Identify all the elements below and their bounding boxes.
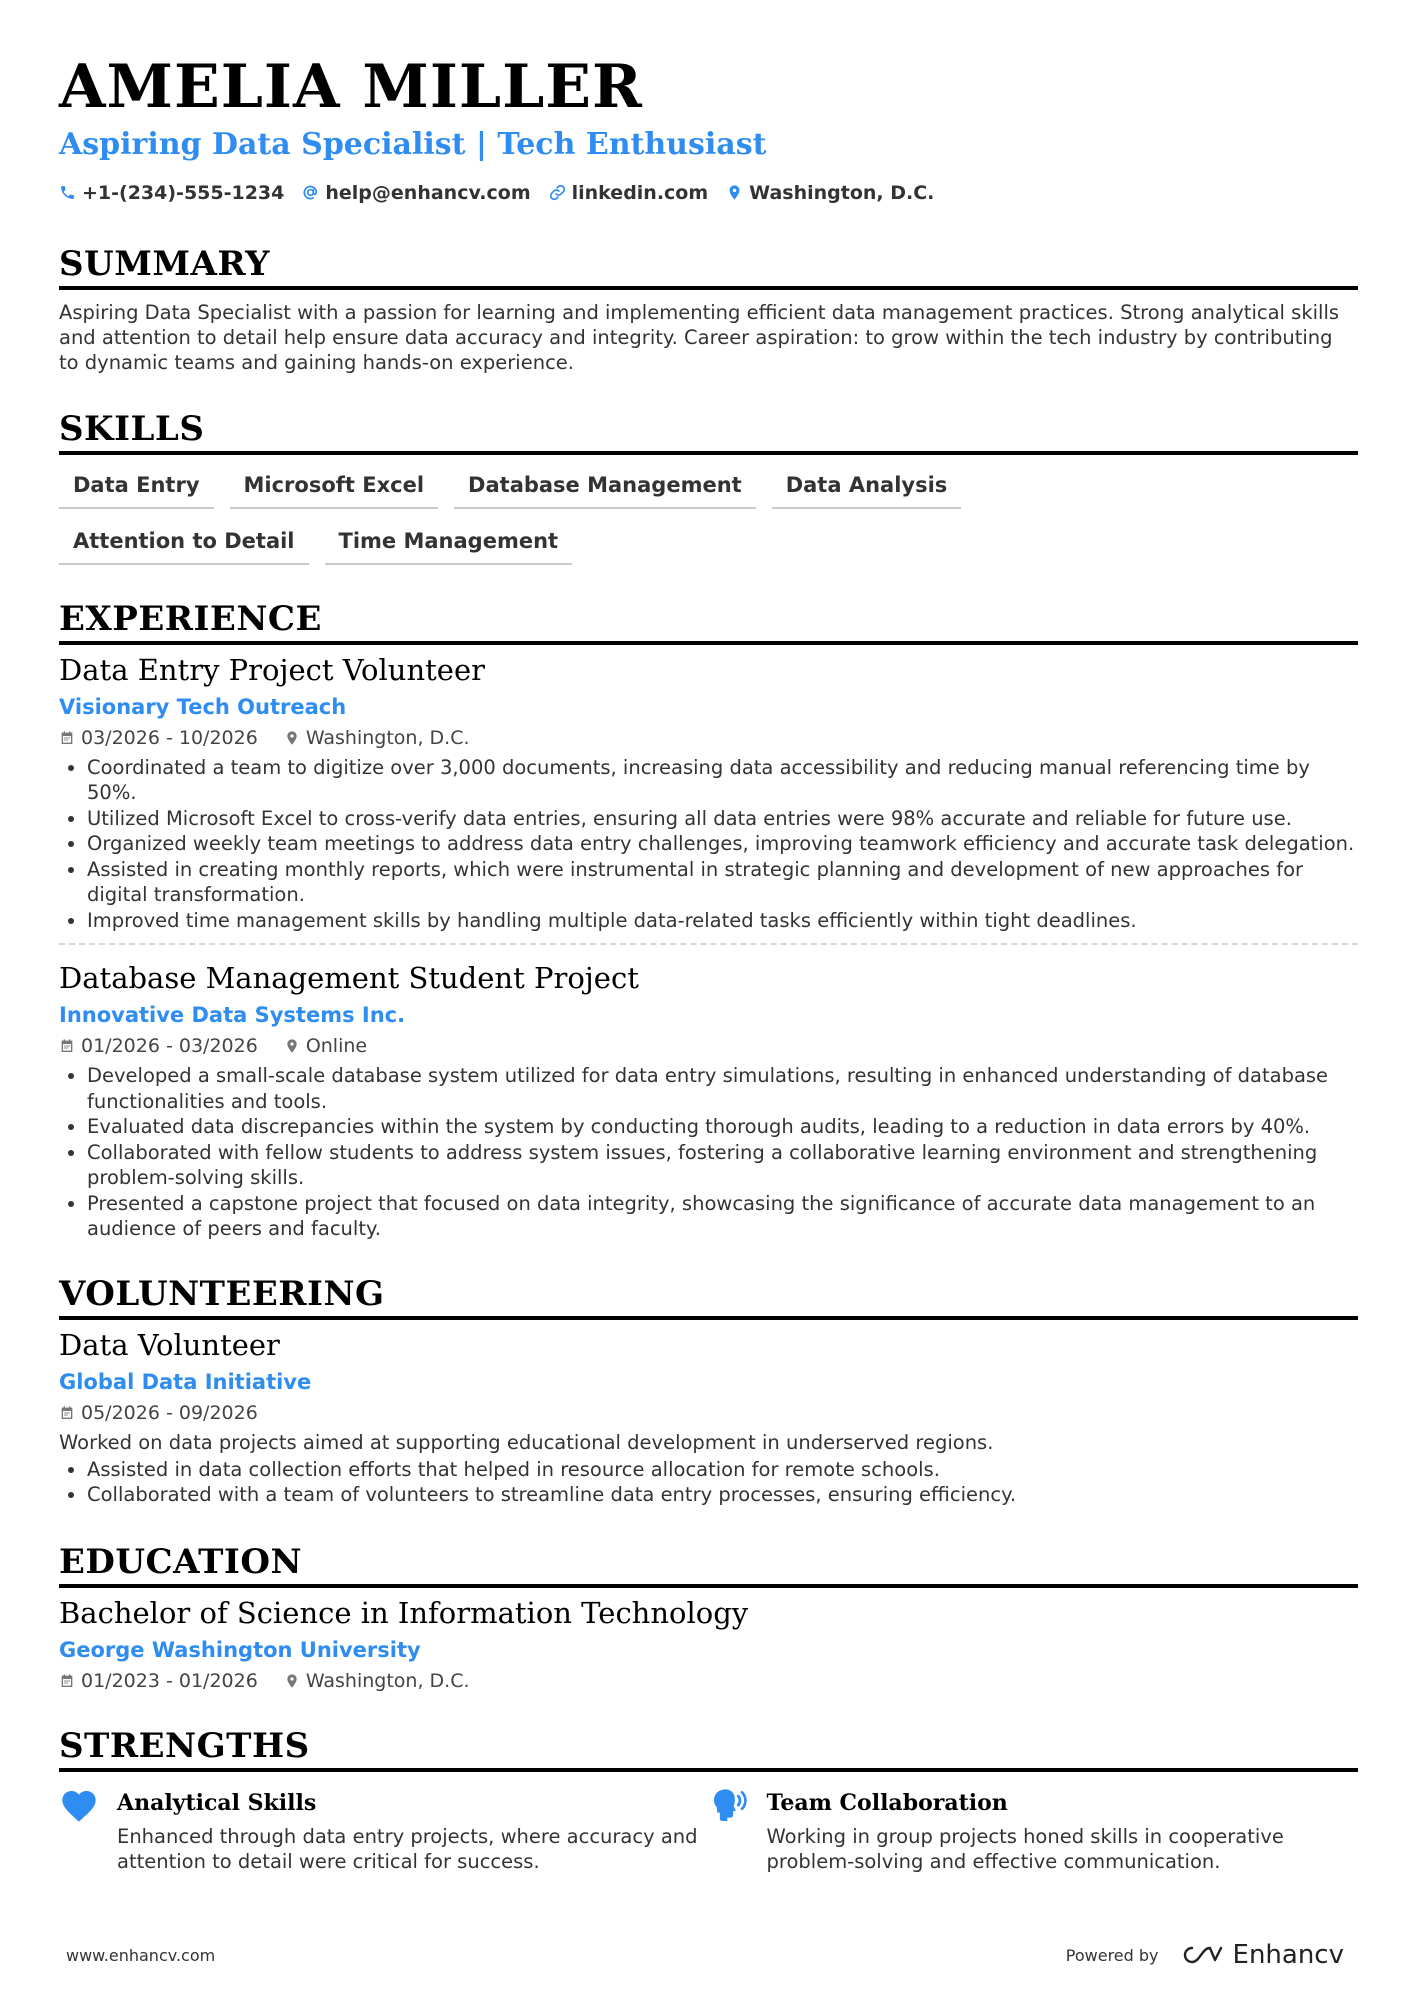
achievement-item: • Collaborated with fellow students to address system issues, fostering a collaborative learning environment and strengthening problem-solving skills. xyxy=(87,1140,1358,1191)
strength-item xyxy=(59,1786,709,1875)
head-speaking-icon xyxy=(709,1786,749,1826)
strength-item xyxy=(709,1786,1359,1875)
date-range xyxy=(59,1402,258,1424)
map-pin-icon xyxy=(284,1038,300,1054)
section-title-summary: SUMMARY xyxy=(59,244,1358,290)
section-title-volunteering: VOLUNTEERING xyxy=(59,1274,1358,1320)
summary-text: Aspiring Data Specialist with a passion for learning and implementing efficient data management practices. Strong analytical skills and attention to detail help ensure data accuracy and integrity. Career aspiration: to grow within the tech industry by contributing to dynamic teams and gaining hands-on experience. xyxy=(59,300,1340,374)
skill-tag: Database Management xyxy=(454,467,756,509)
section-title-experience: EXPERIENCE xyxy=(59,599,1358,645)
contact-email[interactable] xyxy=(302,182,530,204)
link-icon xyxy=(549,184,566,201)
school-name: George Washington University xyxy=(59,1637,421,1662)
section-title-skills: SKILLS xyxy=(59,409,1358,455)
phone-icon xyxy=(59,184,76,201)
volunteer-description: Worked on data projects aimed at supporting educational development in underserved regions. xyxy=(59,1430,994,1454)
entry-meta xyxy=(59,1402,1358,1424)
email-text: help@enhancv.com xyxy=(325,181,531,204)
brand-name: Enhancv xyxy=(1232,1940,1344,1970)
company-name: Visionary Tech Outreach xyxy=(59,694,347,719)
phone-text: +1-(234)-555-1234 xyxy=(82,181,285,204)
date-text: 01/2023 - 01/2026 xyxy=(81,1669,258,1692)
volunteering-section xyxy=(59,1274,1358,1508)
entry-meta xyxy=(59,727,1358,749)
strength-title: Analytical Skills xyxy=(117,1789,317,1816)
calendar-icon xyxy=(59,1673,75,1689)
entry-location xyxy=(284,727,470,749)
company-name: Innovative Data Systems Inc. xyxy=(59,1003,406,1028)
job-title: Data Entry Project Volunteer xyxy=(59,652,485,687)
achievement-item: • Organized weekly team meetings to address data entry challenges, improving teamwork efficiency and accurate task delegation. xyxy=(87,831,1358,857)
footer-website[interactable]: www.enhancv.com xyxy=(66,1945,216,1965)
location-text: Washington, D.C. xyxy=(305,726,470,749)
strength-content xyxy=(117,1786,709,1875)
calendar-icon xyxy=(59,1038,75,1054)
strength-content xyxy=(767,1786,1359,1875)
map-pin-icon xyxy=(726,184,743,201)
entry-meta xyxy=(59,1670,1358,1692)
achievement-item: • Coordinated a team to digitize over 3,000 documents, increasing data accessibility and reducing manual referencing time by 50%. xyxy=(87,755,1358,806)
date-text: 03/2026 - 10/2026 xyxy=(81,726,258,749)
location-text: Online xyxy=(305,1035,368,1058)
skill-tag: Data Analysis xyxy=(772,467,962,509)
entry-location xyxy=(284,1670,470,1692)
education-section xyxy=(59,1542,1358,1692)
skill-tag: Microsoft Excel xyxy=(230,467,439,509)
contact-linkedin[interactable] xyxy=(549,182,709,204)
experience-entry xyxy=(59,943,1358,1250)
strengths-section xyxy=(59,1726,1358,1875)
section-title-education: EDUCATION xyxy=(59,1542,1358,1588)
achievement-item: • Assisted in creating monthly reports, which were instrumental in strategic planning and development of new approaches for digital transformation. xyxy=(87,857,1358,908)
achievement-list xyxy=(59,1457,1358,1508)
strength-title: Team Collaboration xyxy=(766,1789,1008,1816)
skill-tag: Attention to Detail xyxy=(59,523,309,565)
entry-meta xyxy=(59,1035,1358,1057)
achievement-item: • Assisted in data collection efforts that helped in resource allocation for remote schools. xyxy=(87,1457,1358,1483)
achievement-item: • Improved time management skills by handling multiple data-related tasks efficiently within tight deadlines. xyxy=(87,908,1358,934)
experience-entry xyxy=(59,653,1358,942)
degree-title: Bachelor of Science in Information Technology xyxy=(59,1595,749,1630)
candidate-name: AMELIA MILLER xyxy=(59,52,643,122)
summary-section xyxy=(59,244,1358,375)
contact-phone[interactable] xyxy=(59,182,284,204)
achievement-item: • Presented a capstone project that focused on data integrity, showcasing the significance of accurate data management to an audience of peers and faculty. xyxy=(87,1191,1358,1242)
achievement-item: • Developed a small-scale database system utilized for data entry simulations, resulting in enhanced understanding of database functionalities and tools. xyxy=(87,1063,1358,1114)
calendar-icon xyxy=(59,730,75,746)
brand-logo[interactable] xyxy=(1179,1940,1344,1970)
enhancv-logo-icon xyxy=(1179,1944,1225,1966)
date-text: 05/2026 - 09/2026 xyxy=(81,1401,258,1424)
map-pin-icon xyxy=(284,730,300,746)
date-range xyxy=(59,1035,258,1057)
achievement-list xyxy=(59,1063,1358,1242)
achievement-item: • Evaluated data discrepancies within the system by conducting thorough audits, leading to a reduction in data errors by 40%. xyxy=(87,1114,1358,1140)
skills-section xyxy=(59,409,1358,565)
job-title: Database Management Student Project xyxy=(59,961,639,996)
skill-tag: Time Management xyxy=(325,523,573,565)
volunteer-role: Data Volunteer xyxy=(59,1327,280,1362)
volunteer-org: Global Data Initiative xyxy=(59,1369,312,1394)
achievement-list xyxy=(59,755,1358,934)
date-range xyxy=(59,1670,258,1692)
date-text: 01/2026 - 03/2026 xyxy=(81,1035,258,1058)
strength-description: Working in group projects honed skills in cooperative problem-solving and effective communication. xyxy=(766,1824,1284,1874)
section-title-strengths: STRENGTHS xyxy=(59,1726,1358,1772)
linkedin-text: linkedin.com xyxy=(571,181,709,204)
achievement-item: • Collaborated with a team of volunteers to streamline data entry processes, ensuring efficiency. xyxy=(87,1482,1358,1508)
contact-bar xyxy=(59,182,1358,204)
experience-section xyxy=(59,599,1358,1250)
skills-list xyxy=(59,467,1179,565)
heart-icon xyxy=(59,1786,99,1826)
location-text: Washington, D.C. xyxy=(305,1669,470,1692)
location-text: Washington, D.C. xyxy=(749,181,935,204)
candidate-title: Aspiring Data Specialist | Tech Enthusiast xyxy=(59,126,767,162)
contact-location xyxy=(726,182,934,204)
strengths-list xyxy=(59,1786,1358,1875)
map-pin-icon xyxy=(284,1673,300,1689)
date-range xyxy=(59,727,258,749)
skill-tag: Data Entry xyxy=(59,467,214,509)
at-sign-icon xyxy=(302,184,319,201)
strength-description: Enhanced through data entry projects, where accuracy and attention to detail were critical for success. xyxy=(117,1824,698,1874)
calendar-icon xyxy=(59,1405,75,1421)
footer-brand xyxy=(1066,1940,1344,1970)
achievement-item: • Utilized Microsoft Excel to cross-verify data entries, ensuring all data entries were 98% accurate and reliable for future use. xyxy=(87,806,1358,832)
resume-header xyxy=(59,52,1358,204)
powered-by-label: Powered by xyxy=(1065,1945,1159,1965)
entry-location xyxy=(284,1035,367,1057)
page-footer xyxy=(66,1940,1344,1970)
